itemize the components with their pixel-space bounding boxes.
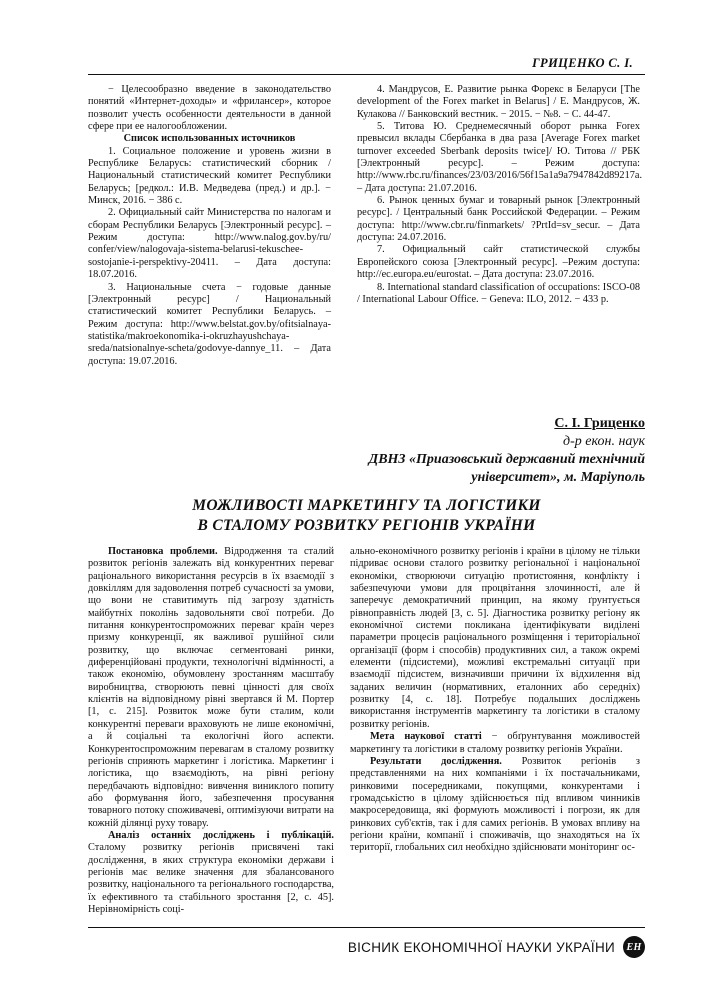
paragraph-text: Розвиток регіонів з представленнями на них компаніями і їх постачальниками, ринковими посередниками, покупцями, конкурентами і громадськістю в цілому здійснюється під впливом чинників макросередовища, які формують можливості і погрози, як для ринкових суб'єктів, так і для самих регіонів. В умовах впливу на регіони країни, компанії і споживачів, що знаходяться на їх території, глобальних сил необхідно здійснювати моніторинг ос-: [350, 755, 640, 854]
reference-item: 7. Официальный сайт статистической службы Европейского союза [Электронный ресурс]. –Режим доступа: http://ec.europa.eu/eurostat. – Дата доступа: 23.07.2016.: [357, 244, 640, 281]
author-block: [245, 415, 645, 487]
journal-name: ВІСНИК ЕКОНОМІЧНОЇ НАУКИ УКРАЇНИ: [347, 939, 615, 955]
journal-footer: [348, 936, 645, 958]
paragraph-text: − обґрунтування можливостей маркетингу та логістики в сталому розвитку регіонів України.: [350, 731, 640, 755]
body-paragraph: [88, 546, 334, 830]
reference-item: 2. Официальный сайт Министерства по налогам и сборам Республики Беларусь [Электронный ресурс]. – Режим доступа: http://www.nalog.gov.by/ru/ confer/view/nalogovaja-sistema-belarusi-tekuschee-sostojanie-i-perspektivy-20411. – Дата доступа: 18.07.2016.: [88, 207, 331, 281]
paragraph-lead: Результати дослідження.: [370, 755, 502, 767]
author-affiliation-line-2: університет», м. Маріуполь: [471, 470, 645, 485]
references-title: Список использованных источников: [123, 133, 296, 145]
author-degree: д-р екон. наук: [563, 434, 645, 449]
article-title: [88, 496, 645, 536]
reference-item: 8. International standard classification of occupations: ISCO-08 / International Labour Office. − Geneva: ILO, 2012. − 433 p.: [357, 281, 640, 305]
prev-article-right-column: [357, 84, 643, 306]
body-paragraph: [350, 731, 640, 756]
prev-article-left-column: [88, 84, 331, 368]
body-paragraph: ально-економічного розвитку регіонів і країни в цілому не тільки підриває основи сталого розвитку регіональної і національної економіки, створюючи ситуацію протистояння, конфлікту і забезпечуючи умови для процвітання злочинності, але й заперечує демократичний принцип, на якому ґрунтується рівноправність людей [3, с. 5]. Діагностика розвитку регіону як економічної системи покликана ідентифікувати виділені параметри процесів раціонального розміщення і територіальної організації (форм і способів) продуктивних сил, а також окремі елементи (підсистеми), можливі екстремальні ситуації при взаємодії підсистем, визначивши причини їх відхилення від заданих величин (нормативних, еталонних або середніх) розвитку [4, с. 18]. Потребує подальших досліджень використання інструментів маркетингу та логістики в сталому розвитку регіонів.: [350, 546, 640, 730]
article-title-line-2: В СТАЛОМУ РОЗВИТКУ РЕГІОНІВ УКРАЇНИ: [197, 517, 536, 534]
footer-rule: [88, 927, 645, 928]
body-paragraph: [350, 756, 640, 855]
author-affiliation-line-1: ДВНЗ «Приазовський державний технічний: [368, 452, 645, 467]
reference-item: 4. Мандрусов, Е. Развитие рынка Форекс в Беларуси [The development of the Forex market in Belarus] / Е. Мандрусов, Ж. Кулакова // Банковский вестник. − 2015. − №8. − С. 44-47.: [357, 84, 640, 120]
conclusion-paragraph: − Целесообразно введение в законодательство понятий «Интернет-доходы» и «фрилансер», которое позволит учесть особенности деятельности в данной сфере при ее налогообложении.: [88, 84, 331, 133]
article-left-column: [88, 546, 334, 916]
body-paragraph: [88, 830, 334, 916]
reference-item: 1. Социальное положение и уровень жизни в Республике Беларусь: статистический сборник / Национальный статистический комитет Республики Беларусь; [редкол.: И.В. Медведева (пред.) и др.]. − Минск, 2016. − 386 с.: [88, 145, 331, 207]
running-title: ГРИЦЕНКО С. І.: [532, 56, 633, 70]
reference-item: 3. Национальные счета − годовые данные [Электронный ресурс] / Национальный статистический комитет Республики Беларусь. – Режим доступа: http://www.belstat.gov.by/ofitsialnaya-statistika/makroekonomika-i-okruzhayushchaya-sreda/natsionalnye-scheta/godovye-dannye_11. – Дата доступа: 19.07.2016.: [88, 281, 331, 367]
journal-logo-icon: ЕН: [623, 936, 645, 958]
header-rule: [88, 74, 645, 75]
paragraph-lead: Мета наукової статті: [370, 731, 482, 743]
reference-item: 6. Рынок ценных бумаг и товарный рынок [Электронный ресурс]. / Центральный банк Российской Федерации. – Режим доступа: http://www.cbr.ru/finmarkets/ ?PrtId=sv_secur. – Дата доступа: 24.07.2016.: [357, 195, 640, 244]
paragraph-lead: Аналіз останніх досліджень і публікацій.: [108, 829, 334, 841]
reference-item: 5. Титова Ю. Среднемесячный оборот рынка Forex превысил вклады Сбербанка в два раза [Average Forex market turnover exceeded Sberbank deposits twice]/ Ю. Титова // РБК [Электронный ресурс]. – Режим доступа: http://www.rbc.ru/finances/23/03/2016/56f15a1a9a7947842d89217a. – Дата доступа: 21.07.2016.: [357, 121, 643, 194]
paragraph-text: Сталому розвитку регіонів присвячені такі дослідження, в яких структура економіки держави і регіонів має велике значення для збалансованого розвитку, національного та регіонального господарства, їх ефективного та стабільного зростання [2, с. 45]. Нерівномірність соці-: [88, 842, 334, 915]
article-title-line-1: МОЖЛИВОСТІ МАРКЕТИНГУ ТА ЛОГІСТИКИ: [192, 497, 541, 514]
author-name: С. І. Гриценко: [554, 416, 645, 431]
paragraph-text: Відродження та сталий розвиток регіонів залежать від конкурентних переваг раціонального використання ресурсів в їх взаємодії з довкіллям для задоволення потреб сучасності за умови, що вони не ставитимуть під загрозу здатність майбутніх поколінь задовольняти свої потреби. До питання конкурентоспроможних переваг країн через призму конкуренції, як важливої рушійної сили розвитку, що включає сегментовані ринки, диференційовані продукти, технологічні відмінності, а також економію, обумовлену зростанням масштабу виробництва, створюють певні цінності для своїх клієнтів на відповідному рівні звертався й М. Портер [1, с. 215]. Розвиток може бути сталим, коли конкурентні переваги враховують не лише економічні, а й соціальні та екологічні його аспекти. Конкурентоспроможним перевагам в сталому розвитку регіонів сприяють маркетинг і логістика. Маркетинг і логістика, що взаємодіють, на рівні регіону передбачають відповідно: вивчення виниклого попиту або формування його, забезпечення просування товарного потоку споживачеві, оптимізуючи витрати на кожній ділянці руху товару.: [88, 546, 335, 829]
article-right-column: [350, 546, 640, 855]
paragraph-lead: Постановка проблеми.: [108, 546, 218, 557]
